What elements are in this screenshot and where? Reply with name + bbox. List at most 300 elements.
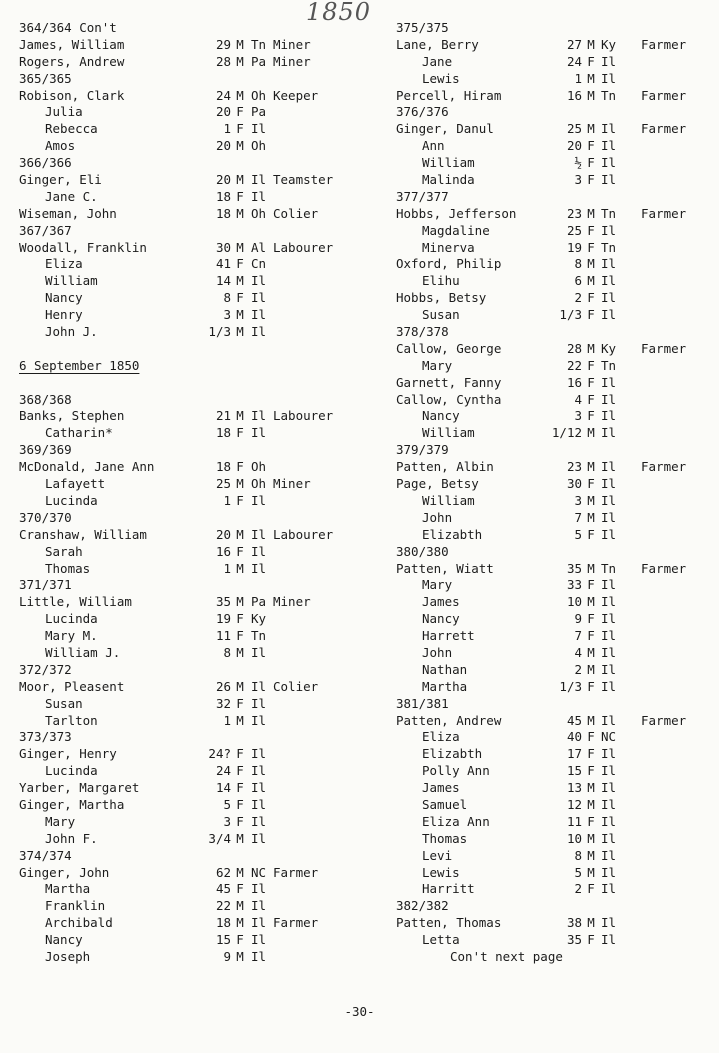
person-sex: M xyxy=(236,239,244,255)
person-sex: M xyxy=(587,796,595,812)
member-row xyxy=(396,763,696,780)
person-birthplace: Il xyxy=(601,746,617,762)
person-sex: M xyxy=(236,476,244,492)
person-sex: M xyxy=(236,948,244,964)
person-age: 2 xyxy=(574,290,582,306)
person-name: William J. xyxy=(45,644,121,660)
person-age: 29 xyxy=(215,36,231,52)
person-birthplace: Il xyxy=(601,256,617,272)
member-row xyxy=(396,71,696,88)
person-age: 1 xyxy=(223,560,231,576)
person-birthplace: Il xyxy=(601,763,617,779)
person-name: Rogers, Andrew xyxy=(19,53,125,69)
person-age: 1 xyxy=(223,121,231,137)
person-occupation: Miner xyxy=(273,36,311,52)
person-age: 25 xyxy=(566,222,582,238)
dwelling-number xyxy=(396,544,696,561)
member-row xyxy=(19,915,359,932)
person-age: 25 xyxy=(215,476,231,492)
head-row xyxy=(396,459,696,476)
head-row xyxy=(19,459,359,476)
person-sex: F xyxy=(587,611,595,627)
person-name: Moor, Pleasent xyxy=(19,678,125,694)
person-name: Lucinda xyxy=(45,611,98,627)
person-birthplace: Il xyxy=(601,678,617,694)
person-age: 3 xyxy=(223,307,231,323)
person-age: 16 xyxy=(215,543,231,559)
person-occupation: Farmer xyxy=(641,560,687,576)
continued-label: Con't next page xyxy=(450,948,563,964)
census-column-right xyxy=(396,20,696,966)
person-occupation: Farmer xyxy=(273,864,319,880)
head-row xyxy=(396,206,696,223)
person-birthplace: Il xyxy=(601,476,617,492)
person-birthplace: Il xyxy=(251,898,267,914)
head-row xyxy=(19,594,359,611)
dwelling-label: 367/367 xyxy=(19,222,72,238)
person-name: Yarber, Margaret xyxy=(19,780,140,796)
person-birthplace: Ky xyxy=(251,611,267,627)
person-sex: F xyxy=(236,492,244,508)
person-name: Callow, Cyntha xyxy=(396,391,502,407)
person-sex: F xyxy=(587,729,595,745)
head-row xyxy=(19,746,359,763)
person-occupation: Farmer xyxy=(641,87,687,103)
person-sex: F xyxy=(587,138,595,154)
member-row xyxy=(19,138,359,155)
dwelling-number xyxy=(396,324,696,341)
person-age: 40 xyxy=(566,729,582,745)
person-occupation: Miner xyxy=(273,594,311,610)
member-row xyxy=(19,273,359,290)
member-row xyxy=(396,611,696,628)
head-row xyxy=(19,206,359,223)
person-name: William xyxy=(422,492,475,508)
person-sex: F xyxy=(236,104,244,120)
dwelling-label: 373/373 xyxy=(19,729,72,745)
person-name: Woodall, Franklin xyxy=(19,239,147,255)
member-row xyxy=(396,594,696,611)
person-name: Sarah xyxy=(45,543,83,559)
person-name: Robison, Clark xyxy=(19,87,125,103)
person-birthplace: Il xyxy=(251,644,267,660)
member-row xyxy=(396,223,696,240)
person-sex: F xyxy=(236,780,244,796)
member-row xyxy=(19,544,359,561)
person-sex: F xyxy=(236,746,244,762)
dwelling-label: 376/376 xyxy=(396,104,449,120)
person-name: Ginger, Martha xyxy=(19,796,125,812)
person-sex: M xyxy=(587,864,595,880)
person-sex: F xyxy=(587,239,595,255)
person-name: William xyxy=(422,155,475,171)
person-sex: F xyxy=(587,357,595,373)
person-birthplace: Il xyxy=(251,526,267,542)
person-age: 8 xyxy=(223,644,231,660)
person-name: Amos xyxy=(45,138,76,154)
person-age: 12 xyxy=(566,796,582,812)
person-sex: M xyxy=(236,594,244,610)
person-birthplace: Il xyxy=(601,222,617,238)
person-name: Martha xyxy=(45,881,91,897)
person-birthplace: Il xyxy=(601,611,617,627)
person-sex: M xyxy=(587,509,595,525)
member-row xyxy=(396,865,696,882)
head-row xyxy=(19,54,359,71)
member-row xyxy=(396,662,696,679)
head-row xyxy=(396,88,696,105)
person-occupation: Miner xyxy=(273,53,311,69)
dwelling-label: 372/372 xyxy=(19,661,72,677)
dwelling-number xyxy=(19,442,359,459)
person-birthplace: Il xyxy=(601,881,617,897)
person-birthplace: Oh xyxy=(251,476,267,492)
person-age: 24 xyxy=(215,763,231,779)
member-row xyxy=(396,273,696,290)
head-row xyxy=(19,780,359,797)
person-age: 18 xyxy=(215,188,231,204)
person-birthplace: Il xyxy=(251,830,267,846)
person-birthplace: Oh xyxy=(251,459,267,475)
person-name: Ginger, Henry xyxy=(19,746,117,762)
person-name: Little, William xyxy=(19,594,132,610)
person-name: Minerva xyxy=(422,239,475,255)
person-birthplace: Il xyxy=(601,408,617,424)
person-birthplace: Il xyxy=(601,509,617,525)
person-birthplace: Oh xyxy=(251,87,267,103)
person-name: Eliza xyxy=(422,729,460,745)
person-age: 22 xyxy=(566,357,582,373)
person-name: Elihu xyxy=(422,273,460,289)
person-birthplace: Il xyxy=(601,121,617,137)
member-row xyxy=(396,358,696,375)
person-birthplace: Il xyxy=(251,290,267,306)
person-age: 22 xyxy=(215,898,231,914)
member-row xyxy=(19,763,359,780)
dwelling-number xyxy=(396,20,696,37)
person-sex: F xyxy=(236,932,244,948)
person-age: 32 xyxy=(215,695,231,711)
member-row xyxy=(396,172,696,189)
person-age: 25 xyxy=(566,121,582,137)
person-name: Elizabth xyxy=(422,526,483,542)
person-name: Eliza Ann xyxy=(422,813,490,829)
head-row xyxy=(396,713,696,730)
person-age: ½ xyxy=(574,155,582,171)
person-name: John xyxy=(422,644,453,660)
person-birthplace: Il xyxy=(601,780,617,796)
person-age: 20 xyxy=(215,104,231,120)
person-age: 45 xyxy=(215,881,231,897)
person-birthplace: Tn xyxy=(601,87,617,103)
person-age: 1 xyxy=(223,492,231,508)
person-name: Lane, Berry xyxy=(396,36,479,52)
person-name: McDonald, Jane Ann xyxy=(19,459,155,475)
person-birthplace: Il xyxy=(601,172,617,188)
person-age: 23 xyxy=(566,205,582,221)
person-name: Page, Betsy xyxy=(396,476,479,492)
person-birthplace: Il xyxy=(251,408,267,424)
person-age: 10 xyxy=(566,830,582,846)
person-sex: M xyxy=(587,256,595,272)
person-birthplace: Il xyxy=(601,273,617,289)
person-age: 20 xyxy=(215,138,231,154)
person-sex: F xyxy=(587,526,595,542)
person-name: Henry xyxy=(45,307,83,323)
person-age: 21 xyxy=(215,408,231,424)
person-birthplace: Il xyxy=(601,594,617,610)
person-age: 35 xyxy=(215,594,231,610)
person-name: Garnett, Fanny xyxy=(396,374,502,390)
person-sex: F xyxy=(236,881,244,897)
member-row xyxy=(19,831,359,848)
person-name: John F. xyxy=(45,830,98,846)
head-row xyxy=(19,172,359,189)
person-birthplace: Al xyxy=(251,239,267,255)
person-age: 4 xyxy=(574,391,582,407)
person-age: 16 xyxy=(566,374,582,390)
person-name: Elizabth xyxy=(422,746,483,762)
person-name: Mary M. xyxy=(45,628,98,644)
dwelling-number xyxy=(19,662,359,679)
person-age: 13 xyxy=(566,780,582,796)
person-birthplace: NC xyxy=(251,864,267,880)
person-birthplace: Tn xyxy=(251,628,267,644)
person-birthplace: Il xyxy=(601,864,617,880)
dwelling-label: 369/369 xyxy=(19,442,72,458)
person-birthplace: Il xyxy=(251,813,267,829)
person-sex: F xyxy=(587,155,595,171)
member-row xyxy=(396,645,696,662)
person-age: 16 xyxy=(566,87,582,103)
person-birthplace: Ky xyxy=(601,340,617,356)
person-age: 11 xyxy=(566,813,582,829)
member-row xyxy=(396,510,696,527)
person-age: 28 xyxy=(215,53,231,69)
head-row xyxy=(19,865,359,882)
person-age: 8 xyxy=(574,847,582,863)
enumeration-date xyxy=(19,358,359,375)
person-sex: F xyxy=(587,53,595,69)
person-birthplace: Il xyxy=(251,492,267,508)
page-number: -30- xyxy=(344,1004,375,1019)
person-name: James xyxy=(422,780,460,796)
person-sex: F xyxy=(236,425,244,441)
head-row xyxy=(19,797,359,814)
dwelling-label: 366/366 xyxy=(19,155,72,171)
person-age: 1/3 xyxy=(559,678,582,694)
person-name: Malinda xyxy=(422,172,475,188)
person-age: 2 xyxy=(574,661,582,677)
member-row xyxy=(396,138,696,155)
member-row xyxy=(19,476,359,493)
person-occupation: Farmer xyxy=(641,459,687,475)
person-name: Harritt xyxy=(422,881,475,897)
person-birthplace: Tn xyxy=(601,239,617,255)
head-row xyxy=(19,679,359,696)
head-row xyxy=(19,37,359,54)
dwelling-number xyxy=(396,696,696,713)
person-name: Lewis xyxy=(422,864,460,880)
continued-note xyxy=(396,949,696,966)
dwelling-number xyxy=(396,189,696,206)
person-birthplace: Il xyxy=(601,813,617,829)
person-name: Magdaline xyxy=(422,222,490,238)
person-sex: M xyxy=(587,36,595,52)
person-age: 24 xyxy=(566,53,582,69)
person-birthplace: Il xyxy=(601,290,617,306)
person-birthplace: Il xyxy=(601,915,617,931)
person-sex: M xyxy=(236,864,244,880)
person-age: 7 xyxy=(574,628,582,644)
person-sex: M xyxy=(587,205,595,221)
person-name: Oxford, Philip xyxy=(396,256,502,272)
person-sex: F xyxy=(587,172,595,188)
person-age: 17 xyxy=(566,746,582,762)
head-row xyxy=(396,121,696,138)
person-age: 20 xyxy=(215,172,231,188)
person-age: 18 xyxy=(215,459,231,475)
head-row xyxy=(396,37,696,54)
person-birthplace: Tn xyxy=(601,357,617,373)
head-row xyxy=(396,915,696,932)
person-birthplace: Il xyxy=(601,70,617,86)
member-row xyxy=(396,54,696,71)
person-sex: M xyxy=(236,830,244,846)
person-sex: F xyxy=(587,290,595,306)
person-birthplace: Il xyxy=(601,526,617,542)
person-name: Martha xyxy=(422,678,468,694)
head-row xyxy=(19,240,359,257)
person-name: Lucinda xyxy=(45,763,98,779)
person-birthplace: Oh xyxy=(251,138,267,154)
person-name: Lucinda xyxy=(45,492,98,508)
person-sex: M xyxy=(236,53,244,69)
member-row xyxy=(19,696,359,713)
person-age: 35 xyxy=(566,560,582,576)
person-birthplace: Il xyxy=(601,374,617,390)
person-sex: F xyxy=(587,932,595,948)
person-sex: F xyxy=(236,813,244,829)
head-row xyxy=(396,256,696,273)
person-name: Susan xyxy=(45,695,83,711)
dwelling-number xyxy=(19,392,359,409)
head-row xyxy=(396,290,696,307)
person-sex: M xyxy=(587,87,595,103)
person-age: 7 xyxy=(574,509,582,525)
person-age: 30 xyxy=(566,476,582,492)
person-name: James xyxy=(422,594,460,610)
person-name: Catharin* xyxy=(45,425,113,441)
member-row xyxy=(396,577,696,594)
member-row xyxy=(396,240,696,257)
person-birthplace: Pa xyxy=(251,53,267,69)
person-sex: M xyxy=(236,307,244,323)
person-birthplace: Il xyxy=(251,881,267,897)
member-row xyxy=(396,155,696,172)
person-name: Archibald xyxy=(45,915,113,931)
person-name: Eliza xyxy=(45,256,83,272)
person-name: Thomas xyxy=(45,560,91,576)
person-sex: M xyxy=(236,138,244,154)
person-sex: M xyxy=(236,408,244,424)
person-sex: F xyxy=(587,577,595,593)
person-birthplace: Il xyxy=(601,492,617,508)
person-birthplace: Tn xyxy=(601,205,617,221)
dwelling-number xyxy=(19,20,359,37)
dwelling-label: 379/379 xyxy=(396,442,449,458)
person-birthplace: Tn xyxy=(251,36,267,52)
person-sex: F xyxy=(587,746,595,762)
person-name: Patten, Thomas xyxy=(396,915,502,931)
person-age: 4 xyxy=(574,644,582,660)
person-sex: F xyxy=(587,374,595,390)
member-row xyxy=(19,898,359,915)
dwelling-number xyxy=(19,729,359,746)
person-age: 5 xyxy=(223,796,231,812)
person-birthplace: NC xyxy=(601,729,617,745)
person-name: Nancy xyxy=(45,932,83,948)
member-row xyxy=(19,425,359,442)
person-occupation: Farmer xyxy=(641,205,687,221)
person-age: 14 xyxy=(215,780,231,796)
person-birthplace: Il xyxy=(601,796,617,812)
person-sex: M xyxy=(236,644,244,660)
person-occupation: Labourer xyxy=(273,526,334,542)
person-sex: M xyxy=(236,526,244,542)
person-name: Patten, Albin xyxy=(396,459,494,475)
person-name: Polly Ann xyxy=(422,763,490,779)
person-name: Jane xyxy=(422,53,453,69)
dwelling-label: 375/375 xyxy=(396,20,449,35)
dwelling-label: 370/370 xyxy=(19,509,72,525)
person-occupation: Farmer xyxy=(641,36,687,52)
person-birthplace: Il xyxy=(251,324,267,340)
person-birthplace: Il xyxy=(601,138,617,154)
member-row xyxy=(396,307,696,324)
person-age: 9 xyxy=(223,948,231,964)
dwelling-number xyxy=(396,104,696,121)
dwelling-label: 364/364 Con't xyxy=(19,20,117,35)
person-birthplace: Il xyxy=(601,53,617,69)
person-sex: F xyxy=(236,611,244,627)
member-row xyxy=(396,831,696,848)
member-row xyxy=(396,780,696,797)
person-sex: M xyxy=(236,678,244,694)
person-age: 1/3 xyxy=(208,324,231,340)
person-name: Ginger, Danul xyxy=(396,121,494,137)
person-sex: M xyxy=(587,712,595,728)
person-birthplace: Il xyxy=(251,678,267,694)
dwelling-number xyxy=(19,848,359,865)
person-name: Ginger, John xyxy=(19,864,110,880)
head-row xyxy=(19,527,359,544)
member-row xyxy=(19,881,359,898)
person-name: Mary xyxy=(45,813,76,829)
person-name: Letta xyxy=(422,932,460,948)
person-birthplace: Il xyxy=(251,273,267,289)
person-sex: M xyxy=(587,70,595,86)
member-row xyxy=(19,713,359,730)
person-sex: F xyxy=(587,678,595,694)
person-sex: M xyxy=(587,121,595,137)
person-age: 15 xyxy=(566,763,582,779)
person-age: 6 xyxy=(574,273,582,289)
person-name: Jane C. xyxy=(45,188,98,204)
person-sex: M xyxy=(236,712,244,728)
person-age: 26 xyxy=(215,678,231,694)
person-name: Nancy xyxy=(422,408,460,424)
